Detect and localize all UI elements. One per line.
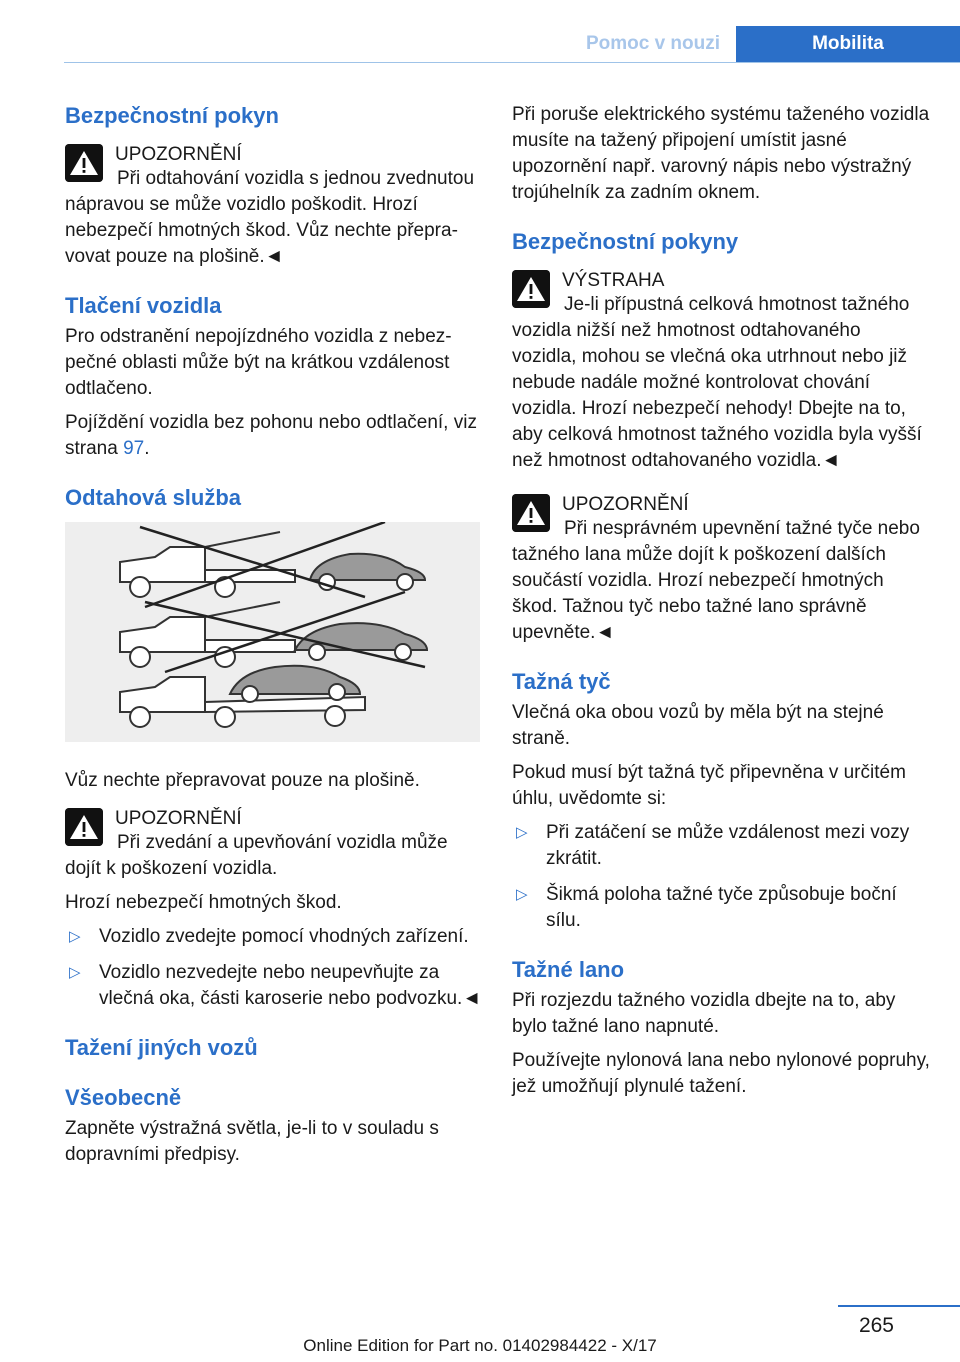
section-title: Bezpečnostní pokyn: [65, 103, 279, 128]
left-column: [65, 98, 483, 1176]
list-item: ▷ Při zatáčení se může vzdálenost mezi vozy zkrátit.: [516, 822, 910, 869]
tab-pomoc-v-nouzi[interactable]: Pomoc v nouzi: [585, 33, 721, 54]
triangle-bullet-icon: ▷: [516, 824, 528, 841]
warning-triangle-icon: [65, 144, 103, 182]
footer-edition: Online Edition for Part no. 01402984422 - X/17: [303, 1336, 657, 1355]
section-title: Tažení jiných vozů: [65, 1035, 258, 1060]
warning-text: Je-li přípustná celková hmotnost tažného vozidla nižší než hmotnost odtahovaného vozidla, mohou se vlečná oka utrhnout nebo již nebude nadále možné kontrolovat chování vozidla. Hrozí nebezpečí nehody! Dbejte na to, aby celková hmotnost tažného vozidla byla vyšší než hmotnost odtahovaného vozidla.◄: [512, 294, 922, 471]
bullet-list: [512, 820, 930, 934]
paragraph: Pokud musí být tažná tyč připevněna v určitém úhlu, uvědomte si:: [512, 762, 906, 809]
section-title: Bezpečnostní pokyny: [512, 229, 739, 254]
paragraph: Hrozí nebezpečí hmotných škod.: [65, 892, 342, 913]
page-number: 265: [858, 1314, 894, 1337]
page-number-rule: [838, 1305, 960, 1307]
section-title: Tlačení vozidla: [65, 293, 222, 318]
section-tazna-tyc: [512, 668, 930, 934]
tab-mobilita[interactable]: Mobilita: [736, 26, 960, 62]
triangle-bullet-icon: ▷: [69, 964, 81, 981]
paragraph: Při poruše elektrického systému taženého vozidla musíte na tažený připojení umístit jasné upozornění např. varovný nápis nebo výstražný trojúhelník za zadním oknem.: [512, 104, 930, 203]
intro-block: [512, 102, 930, 206]
section-title: Tažné lano: [512, 957, 625, 982]
warning-triangle-icon: [512, 270, 550, 308]
list-item: ▷ Šikmá poloha tažné tyče způsobuje boční sílu.: [516, 884, 897, 931]
warning-label: UPOZORNĚNÍ: [562, 494, 689, 515]
paragraph: Vlečná oka obou vozů by měla být na stejné straně.: [512, 702, 884, 749]
warning-text: Při zvedání a upevňování vozidla může dojít k poškození vozidla.: [65, 832, 448, 879]
warning-text: Při nesprávném upevnění tažné tyče nebo tažného lana může dojít k poškození dalších součástí vozidla. Hrozí nebezpečí hmotných škod. Tažnou tyč nebo tažné lano správně upevněte.◄: [512, 518, 920, 643]
paragraph: Při rozjezdu tažného vozidla dbejte na to, aby bylo tažné lano napnuté.: [512, 990, 896, 1037]
section-title: Odtahová služba: [65, 485, 242, 510]
right-column: [512, 98, 930, 1108]
list-item: ▷ Vozidlo zvedejte pomocí vhodných zařízení.: [65, 924, 483, 950]
section-odtahova-sluzba: [65, 484, 483, 1012]
section-tazne-lano: [512, 956, 930, 1100]
triangle-bullet-icon: ▷: [516, 886, 528, 903]
section-vseobecne: [65, 1084, 483, 1168]
section-title: Tažná tyč: [512, 669, 611, 694]
paragraph-with-link: Pojíždění vozidla bez pohonu nebo odtlačení, viz strana 97.: [65, 412, 477, 459]
section-tazeni-jinych-vozu: [65, 1034, 483, 1062]
warning-label: UPOZORNĚNÍ: [115, 144, 242, 165]
warning-text: Při odtahování vozidla s jednou zvednutou nápravou se může vozidlo poškodit. Hrozí nebezpečí hmotných škod. Vůz nechte přepravovat pouze na plošině.◄: [65, 168, 475, 267]
figure-caption: Vůz nechte přepravovat pouze na plošině.: [65, 770, 420, 791]
section-tlaceni-vozidla: [65, 292, 483, 462]
bullet-list: [65, 924, 483, 1012]
paragraph: Používejte nylonová lana nebo nylonové popruhy, jež umožňují plynulé tažení.: [512, 1050, 930, 1097]
section-bezpecnostni-pokyny: [512, 228, 930, 646]
list-item: ▷ Vozidlo nezvedejte nebo neupevňujte za vlečná oka, části karoserie nebo podvozku.◄: [69, 962, 482, 1009]
paragraph: Pro odstranění nepojízdného vozidla z nebezpečné oblasti může být na krátkou vzdálenost odtlačeno.: [65, 326, 452, 399]
warning-triangle-icon: [65, 808, 103, 846]
triangle-bullet-icon: ▷: [69, 928, 81, 945]
header-rule: [64, 62, 960, 63]
warning-triangle-icon: [512, 494, 550, 532]
page-link[interactable]: 97: [123, 438, 145, 459]
section-title: Všeobecně: [65, 1085, 182, 1110]
paragraph: Zapněte výstražná světla, je-li to v souladu s dopravními předpisy.: [65, 1118, 439, 1165]
warning-label: VÝSTRAHA: [562, 270, 665, 291]
warning-label: UPOZORNĚNÍ: [115, 808, 242, 829]
section-bezpecnostni-pokyn: [65, 102, 483, 270]
tow-truck-illustration: [65, 522, 480, 742]
